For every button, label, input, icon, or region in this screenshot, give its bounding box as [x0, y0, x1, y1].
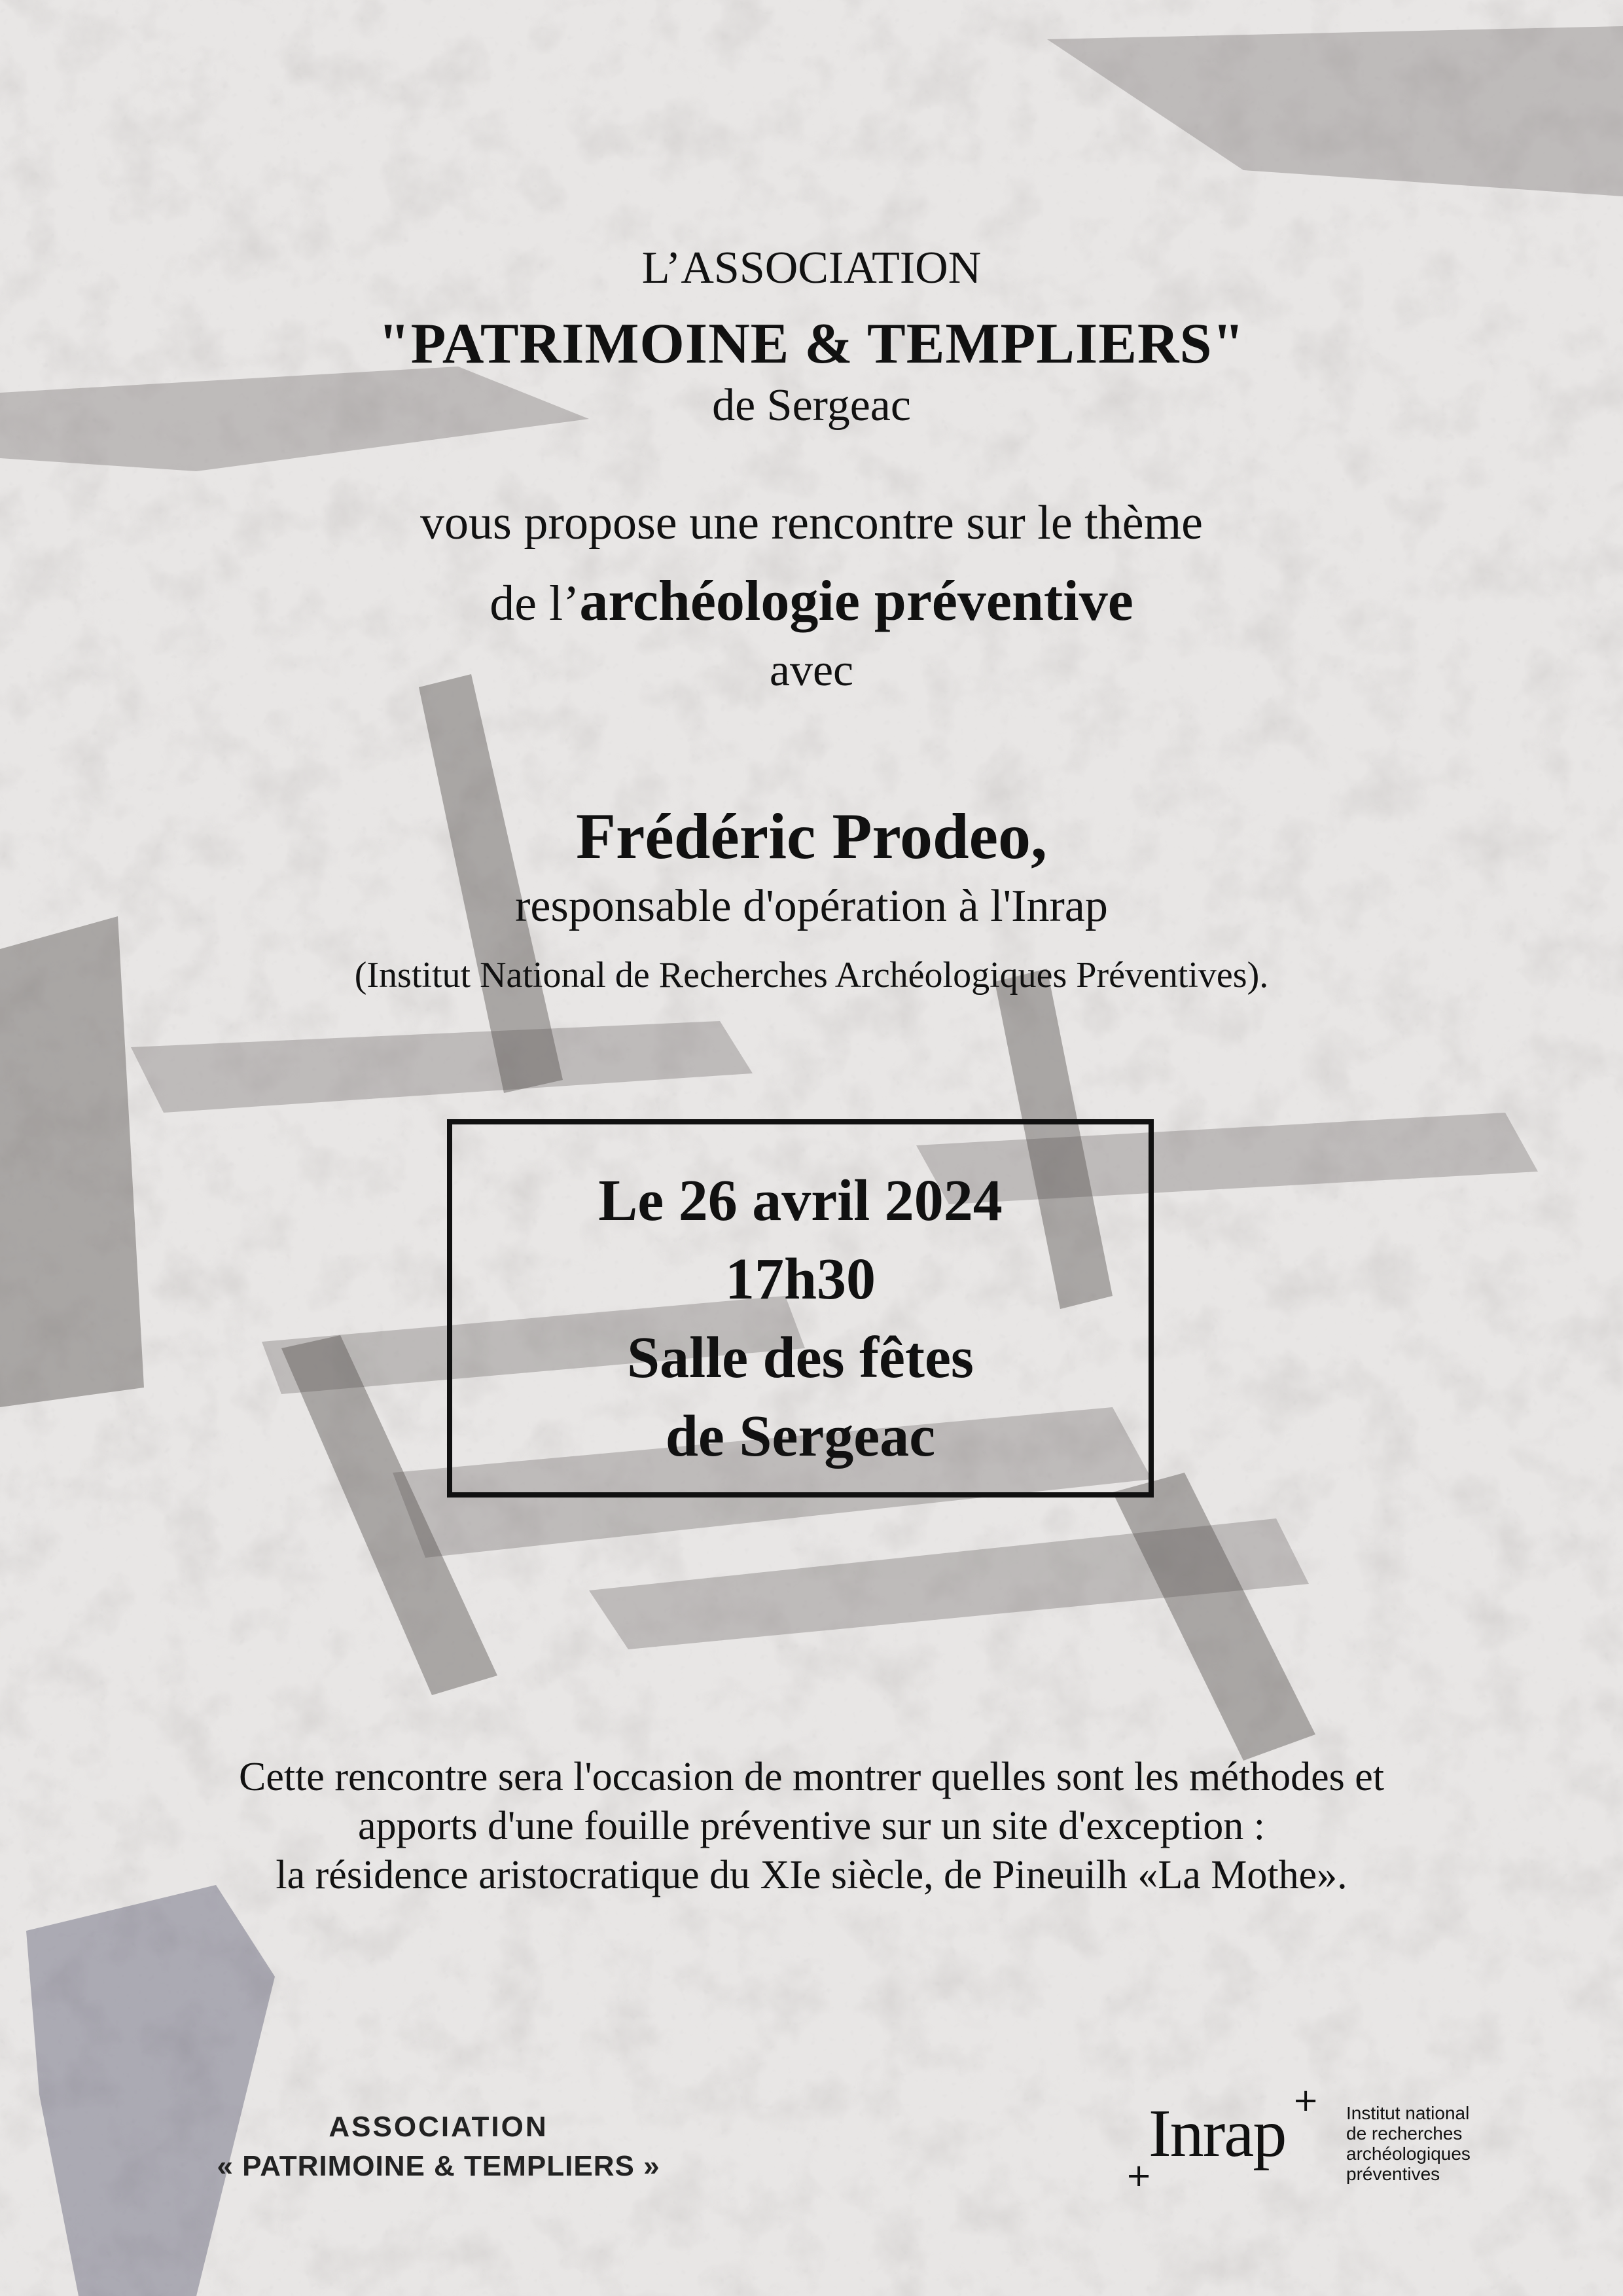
- description-line-1: Cette rencontre sera l'occasion de montrer quelles sont les méthodes et: [238, 1755, 1385, 1799]
- inrap-tagline-line: Institut national: [1346, 2103, 1470, 2123]
- description-line-3: la résidence aristocratique du XIe siècle, de Pineuilh «La Mothe».: [276, 1853, 1347, 1897]
- intro-line: vous propose une rencontre sur le thème: [420, 496, 1203, 550]
- event-info-box: [447, 1119, 1154, 1498]
- inrap-tagline-line: préventives: [1346, 2164, 1440, 2184]
- inrap-tagline: [1346, 2103, 1471, 2184]
- association-logo-line-1: ASSOCIATION: [329, 2111, 548, 2143]
- theme-prefix: de l’: [490, 576, 580, 631]
- speaker-name: Frédéric Prodeo,: [575, 800, 1048, 872]
- speaker-role: responsable d'opération à l'Inrap: [515, 881, 1108, 931]
- event-date: Le 26 avril 2024: [598, 1168, 1003, 1233]
- association-name: "PATRIMOINE & TEMPLIERS": [378, 312, 1245, 376]
- association-location: de Sergeac: [712, 380, 911, 431]
- inrap-tagline-line: archéologiques: [1346, 2144, 1471, 2164]
- with-line: avec: [769, 645, 854, 696]
- plus-icon: +: [1126, 2157, 1152, 2194]
- association-logo-line-2: « PATRIMOINE & TEMPLIERS »: [217, 2150, 660, 2182]
- inrap-logo: [1126, 2082, 1492, 2194]
- theme-line: [0, 568, 1623, 634]
- association-label: L’ASSOCIATION: [641, 243, 982, 293]
- description-line-2: apports d'une fouille préventive sur un site d'exception :: [358, 1804, 1265, 1848]
- event-venue-town: de Sergeac: [665, 1404, 936, 1469]
- inrap-tagline-line: de recherches: [1346, 2123, 1463, 2144]
- event-time: 17h30: [724, 1247, 876, 1312]
- theme-title: archéologie préventive: [579, 569, 1133, 633]
- association-logo: [131, 2108, 746, 2186]
- inrap-wordmark: Inrap: [1149, 2096, 1286, 2171]
- speaker-organization: (Institut National de Recherches Archéologiques Préventives).: [354, 955, 1269, 996]
- event-venue: Salle des fêtes: [627, 1325, 974, 1390]
- plus-icon: +: [1293, 2082, 1319, 2119]
